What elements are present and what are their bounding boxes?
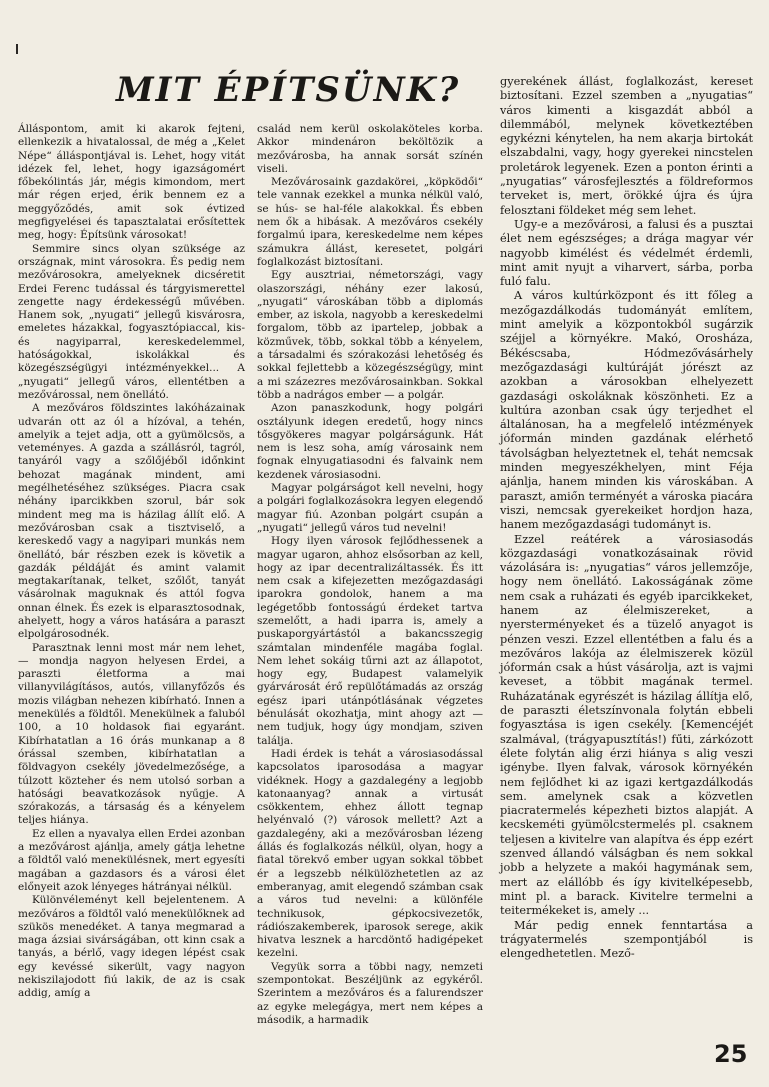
paragraph: Ezzel reátérek a városiasodás közgazdasági vonatkozásainak rövid vázolására is: „nyugatias“ város jellemzője, hogy nem önellátó. Lakosságának zöme nem csak a ruházati és egyéb iparcikkeket, hanem az élelmiszereket, a nyersterményeket és a tüzelő anyagot is pénzen veszi. Ezzel ellentétben a falu és a mezőváros lakója az élelmiszerek közül jóformán csak a húst vásárolja, azt is vajmi keveset, a többit magának termel. Ruházatának egyrészét is házilag állítja elő, de paraszti életszínvonala folytán ebbeli fogyasztása is igen csekély. [Kemencéjét szalmával, (trágyapusztítás!) fűti, zárkózott élete folytán alig érzi hiánya s alig veszi igénybe. Ilyen falvak, városok környékén nem fejlődhet ki az igazi kertgazdálkodás sem. amelynek csak a közvetlen piacratermelés képezheti biztos alapját. A kecskeméti gyümölcstermelés pl. csaknem teljesen a kivitelre van alapítva és épp ezért szenved állandó válságban és nem sokkal jobb a helyzete a makói hagymának sem, mert az elállóbb és így kivitelképesebb, mint pl. a barack. Kivitelre termelni a teitermékeket is, amely ...: [500, 532, 753, 918]
paragraph: család nem kerül oskolaköteles korba. Akkor mindenáron beköltözik a mezővárosba, ha annak sorsát színén viseli.: [257, 123, 483, 175]
text-column-3: [500, 75, 753, 961]
paragraph: Magyar polgárságot kell nevelni, hogy a polgári foglalkozásokra legyen elegendő magyar fiú. Azonban polgárt csupán a „nyugati“ jellegű város tud nevelni!: [257, 482, 483, 534]
paragraph: Azon panaszkodunk, hogy polgári osztályunk idegen eredetű, hogy nincs tősgyökeres magyar polgárságunk. Hát nem is lesz soha, amíg városaink nem fognak elnyugatiasodni és falvaink nem kezdenek városiasodni.: [257, 402, 483, 481]
paragraph: Semmire sincs olyan szüksége az országnak, mint városokra. És pedig nem mezővárosokra, amelyeknek dicséretit Erdei Ferenc tudással és tárgyismerettel zengette nagy érdekességű művében. Hanem sok, „nyugati“ jellegű kisvárosra, emeletes házakkal, fogyasztópiaccal, kis- és nagyiparral, kereskedelemmel, hatóságokkal, iskolákkal és közegészségügyi intézményekkel... A „nyugati“ jellegű város, ellentétben a mezővárossal, nem önellátó.: [18, 242, 245, 401]
paragraph: Ugy-e a mezővárosi, a falusi és a pusztai élet nem egészséges; a drága magyar vér nagyobb kimélést és védelmét érdemli, mint amit nyujt a viharvert, sárba, porba fuló falu.: [500, 217, 753, 289]
paragraph: A város kultúrközpont és itt főleg a mezőgazdálkodás tudományát említem, mint amelyik a központokból sugárzik széjjel a környékre. Makó, Orosháza, Békéscsaba, Hódmezővásárhely mezőgazdasági kultúráját jórészt az azokban a városokban elhelyezett gazdasági oskoláknak köszönheti. Ez a kultúra azonban csak úgy terjedhet el általánosan, ha a megfelelő intézmények jóformán minden gazdának elérhető távolságban helyeztetnek el, tehát nemcsak minden megyeszékhelyen, mint Féja ajánlja, hanem minden kis városkában. A paraszt, amiőn terményét a városka piacára viszi, nemcsak gyerekeiket hordjon haza, hanem mezőgazdasági tudományt is.: [500, 289, 753, 532]
text-column-2: [257, 123, 483, 1027]
paragraph: Vegyük sorra a többi nagy, nemzeti szempontokat. Beszéljünk az egykéről. Szerintem a mezőváros és a falurendszer az egyke melegágya, mert nem képes a második, a harmadik: [257, 960, 483, 1026]
paragraph: Már pedig ennek fenntartása a trágyatermelés szempontjából is elengedhetetlen. Mező-: [500, 918, 753, 961]
paragraph: Egy ausztriai, németországi, vagy olaszországi, néhány ezer lakosú, „nyugati“ városkában több a diplomás ember, az iskola, nagyobb a kereskedelmi forgalom, több az ipartelep, jobbak a közművek, több, sokkal több a kényelem, a társadalmi és szórakozási lehetőség és sokkal fejlettebb a közegészségügy, mint a mi százezres mezővárosainkban. Sokkal több a nadrágos ember — a polgár.: [257, 269, 483, 401]
page-number: 25: [714, 1040, 748, 1068]
text-column-1: [18, 123, 245, 1001]
paragraph: Ez ellen a nyavalya ellen Erdei azonban a mezővárost ajánlja, amely gátja lehetne a földtől való menekülésnek, mert egyesíti magában a gazdasors és a városi élet előnyeit azok lényeges hátrányai nélkül.: [18, 827, 245, 893]
paragraph: Hadi érdek is tehát a városiasodással kapcsolatos iparosodása a magyar vidéknek. Hogy a gazdalegény a legjobb katonaanyag? annak a virtusát csökkentem, ehhez állott tegnap helyénvaló (?) városok mellett? Azt a gazdalegény, aki a mezővárosban lézeng állás és foglalkozás nélkül, olyan, hogy a fiatal törekvő ember ugyan sokkal többet ér a legszebb nélkülözhetetlen az az emberanyag, amit elegendő számban csak a város tud nevelni: a különféle technikusok, gépkocsivezetők, rádiószakemberek, iparosok serege, akik hivatva lesznek a harcdöntő hadigépeket kezelni.: [257, 747, 483, 960]
page-mark: [16, 44, 18, 54]
paragraph: Mezővárosaink gazdakörei, „köpködői“ tele vannak ezekkel a munka nélkül való, se hús- se hal-féle alakokkal. És ebben nem ők a hibásak. A mezőváros csekély forgalmú ipara, kereskedelme nem képes számukra állást, keresetet, polgári foglalkozást biztosítani.: [257, 176, 483, 268]
paragraph: Hogy ilyen városok fejlődhessenek a magyar ugaron, ahhoz elsősorban az kell, hogy az ipar decentralizáltassék. És itt nem csak a kifejezetten mezőgazdasági iparokra gondolok, hanem a ma legégetőbb fontosságú érdeket tartva szemelőtt, a hadi iparra is, amely a puskaporgyártástól a bakancsszegig számtalan mindenféle magába foglal. Nem lehet sokáig tűrni azt az állapotot, hogy egy, Budapest valamelyik gyárvárosát érő repülőtámadás az ország egész ipari utánpótlásának végzetes bénulását okozhatja, mint ahogy azt — nem tudjuk, hogy úgy mondjam, sziven találja.: [257, 535, 483, 747]
paragraph: Különvéleményt kell bejelentenem. A mezőváros a földtől való menekülőknek ad szükös menedéket. A tanya megmarad a maga ázsiai sivárságában, ott kinn csak a tanyás, a bérlő, vagy idegen lépést csak egy kevéssé sikerült, vagy nagyon nekiszilajodott fiú lakik, de az is csak addig, amíg a: [18, 894, 245, 1000]
paragraph: gyerekének állást, foglalkozást, kereset biztosítani. Ezzel szemben a „nyugatias“ város kimenti a kisgazdát abból a dilemmából, melynek következtében egykézni kénytelen, ha nem akarja birtokát elszabdalni, vagy, hogy gyerekei nincstelen proletárok legyenek. Ezen a ponton érinti a „nyugatias“ városfejlesztés a földreformos terveket is, mert, örökké újra és újra felosztani földeket még sem lehet.: [500, 75, 753, 217]
paragraph: Parasztnak lenni most már nem lehet, — mondja nagyon helyesen Erdei, a paraszti életforma a mai villanyvilágításos, autós, villanyfőzős és mozis világban nehezen kibírható. Innen a menekülés a földtől. Menekülnek a faluból 100, a 10 holdasok fiai egyaránt. Kibírhatatlan a 16 órás munkanap a 8 órással szemben, kibírhatatlan a földvagyon csekély jövedelmezősége, a túlzott közteher és nem utolsó sorban a hatósági beavatkozások nyűgje. A szórakozás, a társaság és a kényelem teljes hiánya.: [18, 641, 245, 827]
article-title: MIT ÉPÍTSÜNK?: [116, 70, 461, 110]
paragraph: Álláspontom, amit ki akarok fejteni, ellenkezik a hivatalossal, de még a „Kelet Népe“ álláspontjával is. Lehet, hogy vitát idézek fel, lehet, hogy igazságomért főbekólintás jár, mégis kimondom, mert már régen erjed, érik bennem ez a meggyőződés, amit sok évtized megfigyelései és tapasztalatai erősítettek meg, hogy: Építsünk városokat!: [18, 123, 245, 242]
paragraph: A mezőváros földszintes lakóházainak udvarán ott az ól a hízóval, a tehén, amelyik a tejet adja, ott a gyümölcsös, a veteményes. A gazda a szállásról, tagról, tanyáról vagy a szőlőjéből időnkint behozat magának mindent, ami megélhetéséhez szükséges. Piacra csak néhány iparcikkben szorul, bár sok mindent meg ma is házilag állít elő. A mezővárosban csak a tisztviselő, a kereskedő vagy a nagyipari munkás nem önellátó, bár részben ezek is követik a gazdák példáját és amint valamit megtakarítanak, telket, szőlőt, tanyát vásárolnak maguknak és attól fogva onnan élnek. És ezek is elparasztosodnak, ahelyett, hogy a város hatására a paraszt elpolgárosodnék.: [18, 402, 245, 641]
